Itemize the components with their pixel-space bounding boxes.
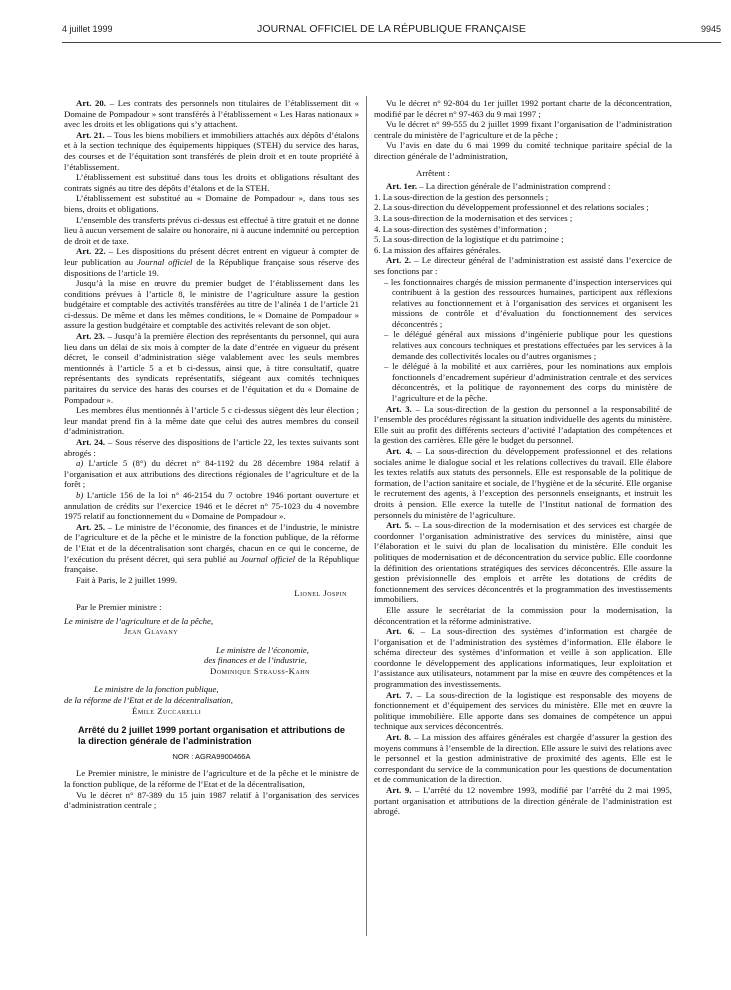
list-item: – le délégué à la mobilité et aux carrières, pour les nominations aux emplois fonctionnels d’encadrement supérieur d’administration centrale et des services déconcentrés, et la politique de rayonnement des corps du ministère de l’agriculture et de la pêche.	[384, 361, 672, 404]
list-item: 3. La sous-direction de la modernisation et des services ;	[374, 212, 573, 223]
paragraph: Vu le décret n° 87-389 du 15 juin 1987 relatif à l’organisation des services d’administration centrale ;	[64, 789, 359, 811]
list-item: 4. La sous-direction des systèmes d’information ;	[374, 223, 547, 234]
header-date: 4 juillet 1999	[62, 24, 113, 34]
article-24: Art. 24. – Sous réserve des dispositions de l’article 22, les textes suivants sont abrogés :	[64, 437, 359, 458]
article-25: Art. 25. – Le ministre de l’économie, des finances et de l’industrie, le ministre de l’agriculture et de la pêche et le ministre de la fonction publique, de la réforme de l’Etat et de la décentralisation sont chargés, chacun en ce qui le concerne, de l’exécution du présent décret, qui sera publié au Journal officiel de la République française.	[64, 521, 359, 575]
paragraph: Les membres élus mentionnés à l’article 5 c ci-dessus siègent dès leur élection ; leur mandat prend fin à la même date que celui des autres membres du conseil d’administration.	[64, 405, 359, 437]
article-3: Art. 3. – La sous-direction de la gestion du personnel a la responsabilité de l’ensemble des procédures régissant la situation individuelle des agents du ministère. Elle suit au profit des différents secteurs d’activité l’adaptation des compétences et la gestion des carrières. Elle gère le budget du personnel.	[374, 403, 672, 446]
subdirection-list	[374, 192, 672, 256]
article-7: Art. 7. – La sous-direction de la logistique est responsable des moyens de fonctionnement et d’équipement des services du ministère. Elle met en œuvre la politique immobilière. Elle apporte dans ses domaines de compétence un appui technique aux services déconcentrés.	[374, 689, 672, 732]
header-page-number: 9945	[700, 24, 721, 34]
article-5: Art. 5. – La sous-direction de la modernisation et des services est chargée de coordonner l’organisation administrative des services du ministère, ainsi que l’élaboration et le suivi du plan de localisation du ministère. Elle conduit les politiques de modernisation et de déconcentration du service public. Elle coordonne la définition des orientations stratégiques des services déconcentrés. Elle assure la gestion prévisionnelle des emplois et arrête les dotations de crédits de fonctionnement des services déconcentrés et la programmation des investissements immobiliers.	[374, 520, 672, 605]
nor-reference: NOR : AGRA9900466A	[172, 751, 251, 761]
article-21: Art. 21. – Tous les biens mobiliers et immobiliers attachés aux dépôts d’étalons et à la section technique des équipements hippiques (STEH) du service des haras, des courses et de l’équitation sont transférés de plein droit et en toute propriété à l’établissement.	[64, 129, 359, 172]
article-22: Art. 22. – Les dispositions du présent décret entrent en vigueur à compter de leur publication au Journal officiel de la République française sous réserve des dispositions de l’article 19.	[64, 246, 359, 278]
arretent-heading: Arrêtent :	[416, 167, 450, 178]
signatory-glavany: Jean Glavany	[124, 626, 179, 637]
item-b: b) L’article 156 de la loi n° 46-2154 du 7 octobre 1946 portant ouverture et annulation de crédits sur l’exercice 1946 et le décret n° 75-1023 du 4 novembre 1975 relatif au fonctionnement du « Domaine de Pompadour ».	[64, 489, 359, 522]
list-item: 2. La sous-direction du développement professionnel et des relations sociales ;	[374, 202, 649, 213]
signatory-strauss-kahn: Dominique Strauss-Kahn	[210, 665, 310, 676]
arrete-title: Arrêté du 2 juillet 1999 portant organisation et attributions de la direction générale de l’administration	[78, 725, 345, 747]
signatory-intro: Par le Premier ministre :	[76, 601, 162, 612]
minister-public-service-title-1: Le ministre de la fonction publique,	[94, 684, 219, 695]
paragraph: L’établissement est substitué dans tous les droits et obligations résultant des contrats signés au titre des dépôts d’étalons et de la STEH.	[64, 172, 359, 193]
paragraph: Le Premier ministre, le ministre de l’agriculture et de la pêche et le ministre de la fonction publique, de la réforme de l’Etat et de la décentralisation,	[64, 768, 359, 790]
right-column	[374, 98, 672, 817]
article-4: Art. 4. – La sous-direction du développement professionnel et des relations sociales anime le dialogue social et les relations collectives du travail. Elle élabore les textes relatifs aux statuts des personnels. Elle est responsable de la politique de formation, de l’action sanitaire et sociale, de l’hygiène et de la sécurité. Elle organise le recrutement des agents, à l’exception des personnels enseignants, et instruit les droits à pension. Elle exerce la tutelle de l’Institut national de formation des personnels du ministère de l’agriculture.	[374, 446, 672, 520]
left-column	[64, 98, 359, 811]
list-item: 5. La sous-direction de la logistique et du patrimoine ;	[374, 234, 564, 245]
signatory-pm: Lionel Jospin	[294, 588, 347, 599]
paragraph: L’ensemble des transferts prévus ci-dessus est effectué à titre gratuit et ne donne lieu à aucun versement de salaire ou honoraire, ni à aucune indemnité ou perception de droit et de taxe.	[64, 214, 359, 246]
minister-economy-title-1: Le ministre de l’économie,	[216, 644, 309, 655]
assistant-list	[374, 277, 672, 404]
minister-public-service-title-2: de la réforme de l’Etat et de la décentralisation,	[64, 695, 233, 706]
minister-agriculture-title: Le ministre de l’agriculture et de la pêche,	[64, 615, 214, 626]
list-item: – le délégué général aux missions d’ingénierie publique pour les questions relatives aux concours techniques et prestations effectuées par les services à la demande des collectivités locales ou d’autres organismes ;	[384, 329, 672, 361]
signature-date: Fait à Paris, le 2 juillet 1999.	[76, 574, 178, 585]
page-header	[62, 22, 721, 38]
paragraph: L’établissement est substitué au « Domaine de Pompadour », dans tous ses biens, droits et obligations.	[64, 193, 359, 214]
list-item: 6. La mission des affaires générales.	[374, 244, 501, 255]
paragraph: Jusqu’à la mise en œuvre du premier budget de l’établissement dans les conditions prévues à l’article 8, le ministre de l’agriculture assure la gestion budgétaire et comptable des activités transférées au titre de l’alinéa 1 de l’article 21 ci-dessus. De même et dans les mêmes conditions, le « Domaine de Pompadour » assure la gestion budgétaire et comptable des activités relevant de son objet.	[64, 278, 359, 331]
paragraph: Elle assure le secrétariat de la commission pour la modernisation, la déconcentration et la réforme administrative.	[374, 604, 672, 626]
header-rule	[62, 42, 721, 43]
list-item: – les fonctionnaires chargés de mission permanente d’inspection interservices qui contribuent à la gestion des ressources humaines, participent aux réflexions relatives au fonctionnement et à l’organisation des services et organisent les missions de contrôle et d’évaluation du fonctionnement des services déconcentrés ;	[384, 276, 672, 329]
paragraph: Vu le décret n° 92-804 du 1er juillet 1992 portant charte de la déconcentration, modifié par le décret n° 97-463 du 9 mai 1997 ;	[374, 98, 672, 119]
list-item: 1. La sous-direction de la gestion des personnels ;	[374, 191, 549, 202]
article-23: Art. 23. – Jusqu’à la première élection des représentants du personnel, qui aura lieu dans un délai de six mois à compter de la date d’entrée en vigueur du présent décret, le conseil d’administration siège valablement avec les seuls membres mentionnés à l’article 5 a et b ci-dessus, ainsi que, à titre consultatif, quatre représentants des syndicats représentatifs, siégeant aux comités techniques paritaires du service des haras des courses et de l’équitation et du « Domaine de Pompadour ».	[64, 331, 359, 405]
minister-economy-title-2: des finances et de l’industrie,	[204, 655, 307, 666]
header-journal-title: JOURNAL OFFICIEL DE LA RÉPUBLIQUE FRANÇAISE	[257, 23, 526, 35]
article-8: Art. 8. – La mission des affaires générales est chargée d’assurer la gestion des moyens communs à l’ensemble de la direction. Elle assure le suivi des relations avec le personnel et la gestion administrative de proximité des agents. Elle est le correspondant du service de la communication pour les questions de documentation et de communication de la direction.	[374, 732, 672, 785]
article-2: Art. 2. – Le directeur général de l’administration est assisté dans l’exercice de ses fonctions par :	[374, 255, 673, 276]
signatory-zuccarelli: Émile Zuccarelli	[132, 705, 202, 716]
article-1: Art. 1er. – La direction générale de l’administration comprend :	[386, 181, 611, 192]
item-a: a) L’article 5 (8°) du décret n° 84-1192 du 28 décembre 1984 relatif à l’organisation et aux attributions des directions régionales de l’agriculture et de la forêt ;	[64, 458, 359, 490]
article-6: Art. 6. – La sous-direction des systèmes d’information est chargée de l’organisation et de l’administration des systèmes d’information. Elle élabore le schéma directeur des systèmes d’information et veille à son application. Elle coordonne le développement des applications informatiques, leur exploitation et l’assistance aux utilisateurs, notamment par la mise en œuvre des compétences et la programmation des investissements.	[374, 626, 672, 690]
article-9: Art. 9. – L’arrêté du 12 novembre 1993, modifié par l’arrêté du 2 mai 1995, portant organisation et attributions de la direction générale de l’administration est abrogé.	[374, 785, 672, 817]
column-divider	[366, 96, 367, 936]
article-20: Art. 20. – Les contrats des personnels non titulaires de l’établissement dit « Domaine de Pompadour » sont transférés à l’établissement « Les Haras nationaux » avec les droits et les obligations qui s’y attachent.	[64, 98, 359, 130]
paragraph: Vu le décret n° 99-555 du 2 juillet 1999 fixant l’organisation de l’administration centrale du ministère de l’agriculture et de la pêche ;	[374, 119, 672, 140]
paragraph: Vu l’avis en date du 6 mai 1999 du comité technique paritaire spécial de la direction générale de l’administration,	[374, 140, 672, 161]
